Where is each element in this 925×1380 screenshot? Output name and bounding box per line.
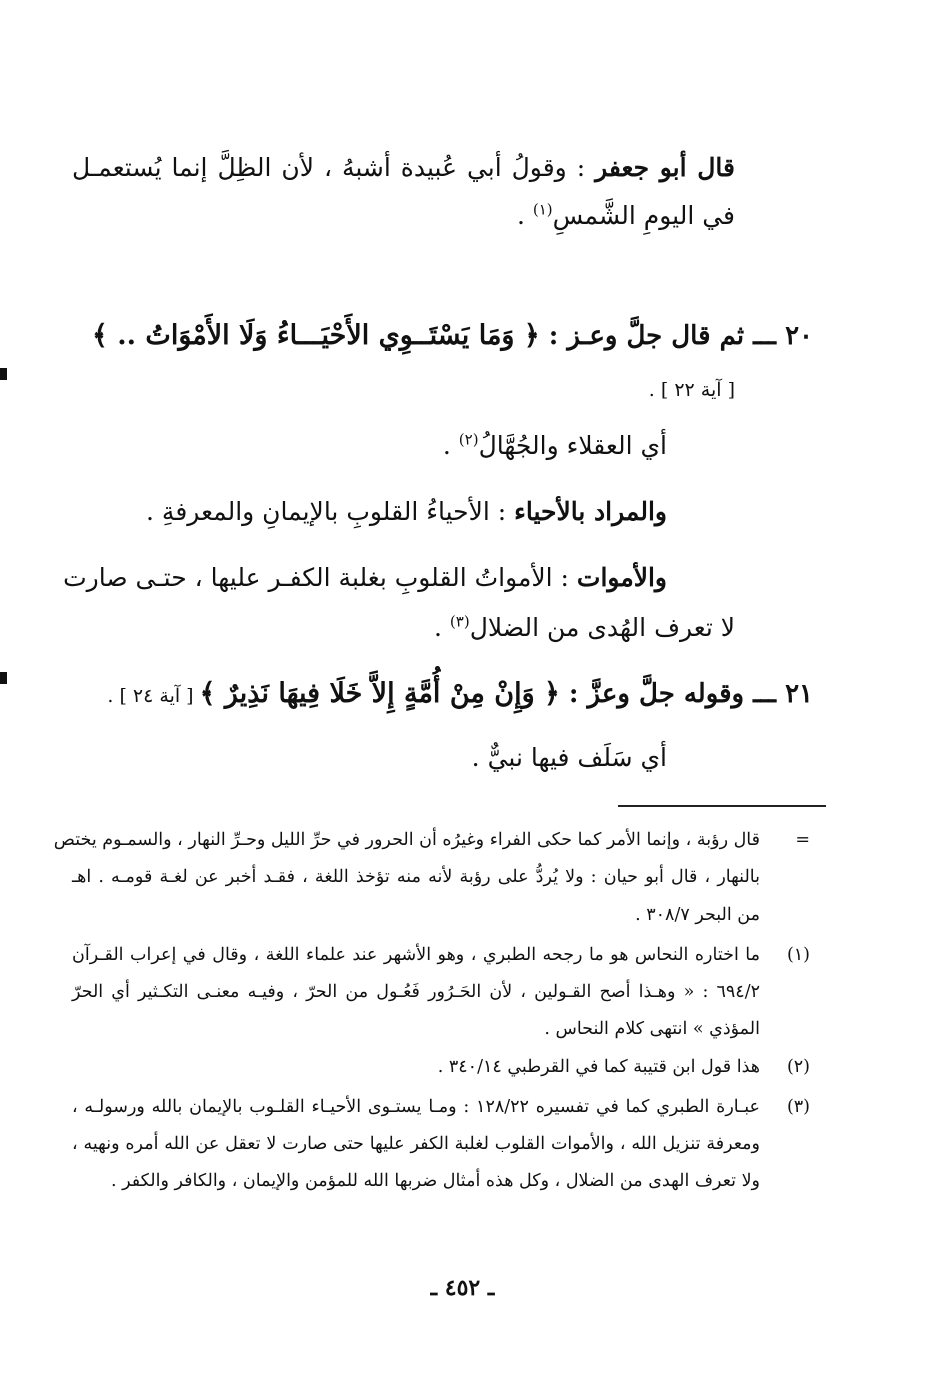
paragraph-meaning-21: أي سَلَف فيها نبيٌّ . — [471, 743, 667, 772]
footnote-ref-2[interactable]: (٢) — [458, 430, 479, 449]
footnote-continuation-line-3: من البحر ٣٠٨/٧ . — [635, 905, 760, 925]
footnote-continuation-marker: = — [795, 830, 810, 850]
page-number: ـ ٤٥٢ ـ — [430, 1275, 495, 1301]
verse-21-intro: ٢١ ـــ وقوله جلَّ وعزَّ : — [559, 679, 813, 709]
verse-20-reference: [ آية ٢٢ ] . — [648, 379, 735, 401]
paragraph-text: . — [442, 431, 459, 460]
footnote-2-line-1: هذا قول ابن قتيبة كما في القرطبي ٣٤٠/١٤ . — [437, 1057, 760, 1077]
footnote-1-line-3: المؤذي » انتهى كلام النحاس . — [544, 1019, 760, 1039]
verse-20-heading — [92, 318, 813, 354]
verse-21-heading — [107, 676, 813, 714]
term-ahya: والمراد بالأحياء — [514, 497, 667, 526]
footnote-continuation-line-2: بالنهار ، قال أبو حيان : ولا يُردُّ على رؤبة لأنه منه تؤخذ اللغة ، فقـد أخبر عن لغـة قومـه . اهـ — [72, 867, 760, 887]
footnote-separator — [618, 805, 826, 807]
scan-edge-mark — [0, 672, 7, 684]
paragraph-text: : وقولُ أبي عُبيدة أشبهُ ، لأن الظِلَّ إنما يُستعمـل — [72, 153, 596, 182]
term-amwat: والأموات — [576, 563, 667, 592]
footnote-continuation-line-1: قال رؤبة ، وإنما الأمر كما حكى الفراء وغيرُه أن الحرور في حرِّ الليل وحـرِّ النهار ، والسمـوم يختص — [53, 830, 760, 850]
footnote-1-number: (١) — [786, 945, 810, 965]
verse-20-intro: ٢٠ ـــ ثم قال جلَّ وعـز : — [539, 321, 813, 351]
paragraph-text: : الأمواتُ القلوبِ بغلبة الكفـر عليها ، حتـى صارت — [63, 563, 577, 592]
paragraph-amwat-line-2 — [434, 610, 735, 646]
paragraph-amwat-line-1 — [63, 560, 667, 596]
paragraph-text: . — [516, 201, 533, 230]
footnote-ref-1[interactable]: (١) — [532, 200, 553, 219]
footnote-3-line-1: عبـارة الطبري كما في تفسيره ١٢٨/٢٢ : ومـا يستـوى الأحيـاء القلـوب بالإيمان بالله ورسولـه ، — [72, 1097, 760, 1117]
verse-21-quran-text: ﴿ وَإِنْ مِنْ أُمَّةٍ إِلاَّ خَلَا فِيهَا نَذِيرٌ ﴾ — [199, 678, 560, 709]
footnote-3-line-3: ولا تعرف الهدى من الضلال ، وكل هذه أمثال ضربها الله للمؤمن والإيمان ، والكافر والكفر . — [110, 1171, 760, 1191]
verse-20-quran-text: ﴿ وَمَا يَسْتَــوِي الأَحْيَـــاءُ وَلَا الأَمْوَاتُ .. ﴾ — [91, 320, 540, 351]
footnote-3-line-2: ومعرفة تنزيل الله ، والأموات القلوب لغلبة الكفر عليها حتى صارت لا تعقل عن الله أمره ونهيه ، — [72, 1134, 760, 1154]
paragraph-abu-jafar-line-2 — [517, 198, 735, 234]
paragraph-text: لا تعرف الهُدى من الضلال — [469, 613, 735, 642]
verse-21-reference: [ آية ٢٤ ] . — [107, 685, 200, 707]
footnote-3-number: (٣) — [786, 1097, 810, 1117]
paragraph-text: في اليومِ الشَّمسِ — [552, 201, 735, 230]
paragraph-ahya — [146, 494, 667, 530]
paragraph-abu-jafar-line-1 — [72, 150, 735, 186]
paragraph-text: . — [434, 613, 450, 642]
paragraph-text: : الأحياءُ القلوبِ بالإيمانِ والمعرفةِ . — [146, 497, 515, 526]
paragraph-meaning-20 — [443, 428, 667, 464]
footnote-1-line-1: ما اختاره النحاس هو ما رجحه الطبري ، وهو الأشهر عند علماء اللغة ، وقال في إعراب القـرآن — [72, 945, 760, 965]
speaker-name: قال أبو جعفر — [595, 153, 735, 182]
paragraph-text: أي العقلاء والجُهَّالُ — [478, 431, 667, 460]
footnote-2-number: (٢) — [786, 1057, 810, 1077]
footnote-ref-3[interactable]: (٣) — [449, 612, 470, 631]
scan-edge-mark — [0, 368, 7, 380]
footnote-1-line-2: ٦٩٤/٢ : « وهـذا أصح القـولين ، لأن الحَـرُور فَعُـول من الحرّ ، وفيـه معنـى التكـثير أي الحرّ — [72, 982, 760, 1002]
